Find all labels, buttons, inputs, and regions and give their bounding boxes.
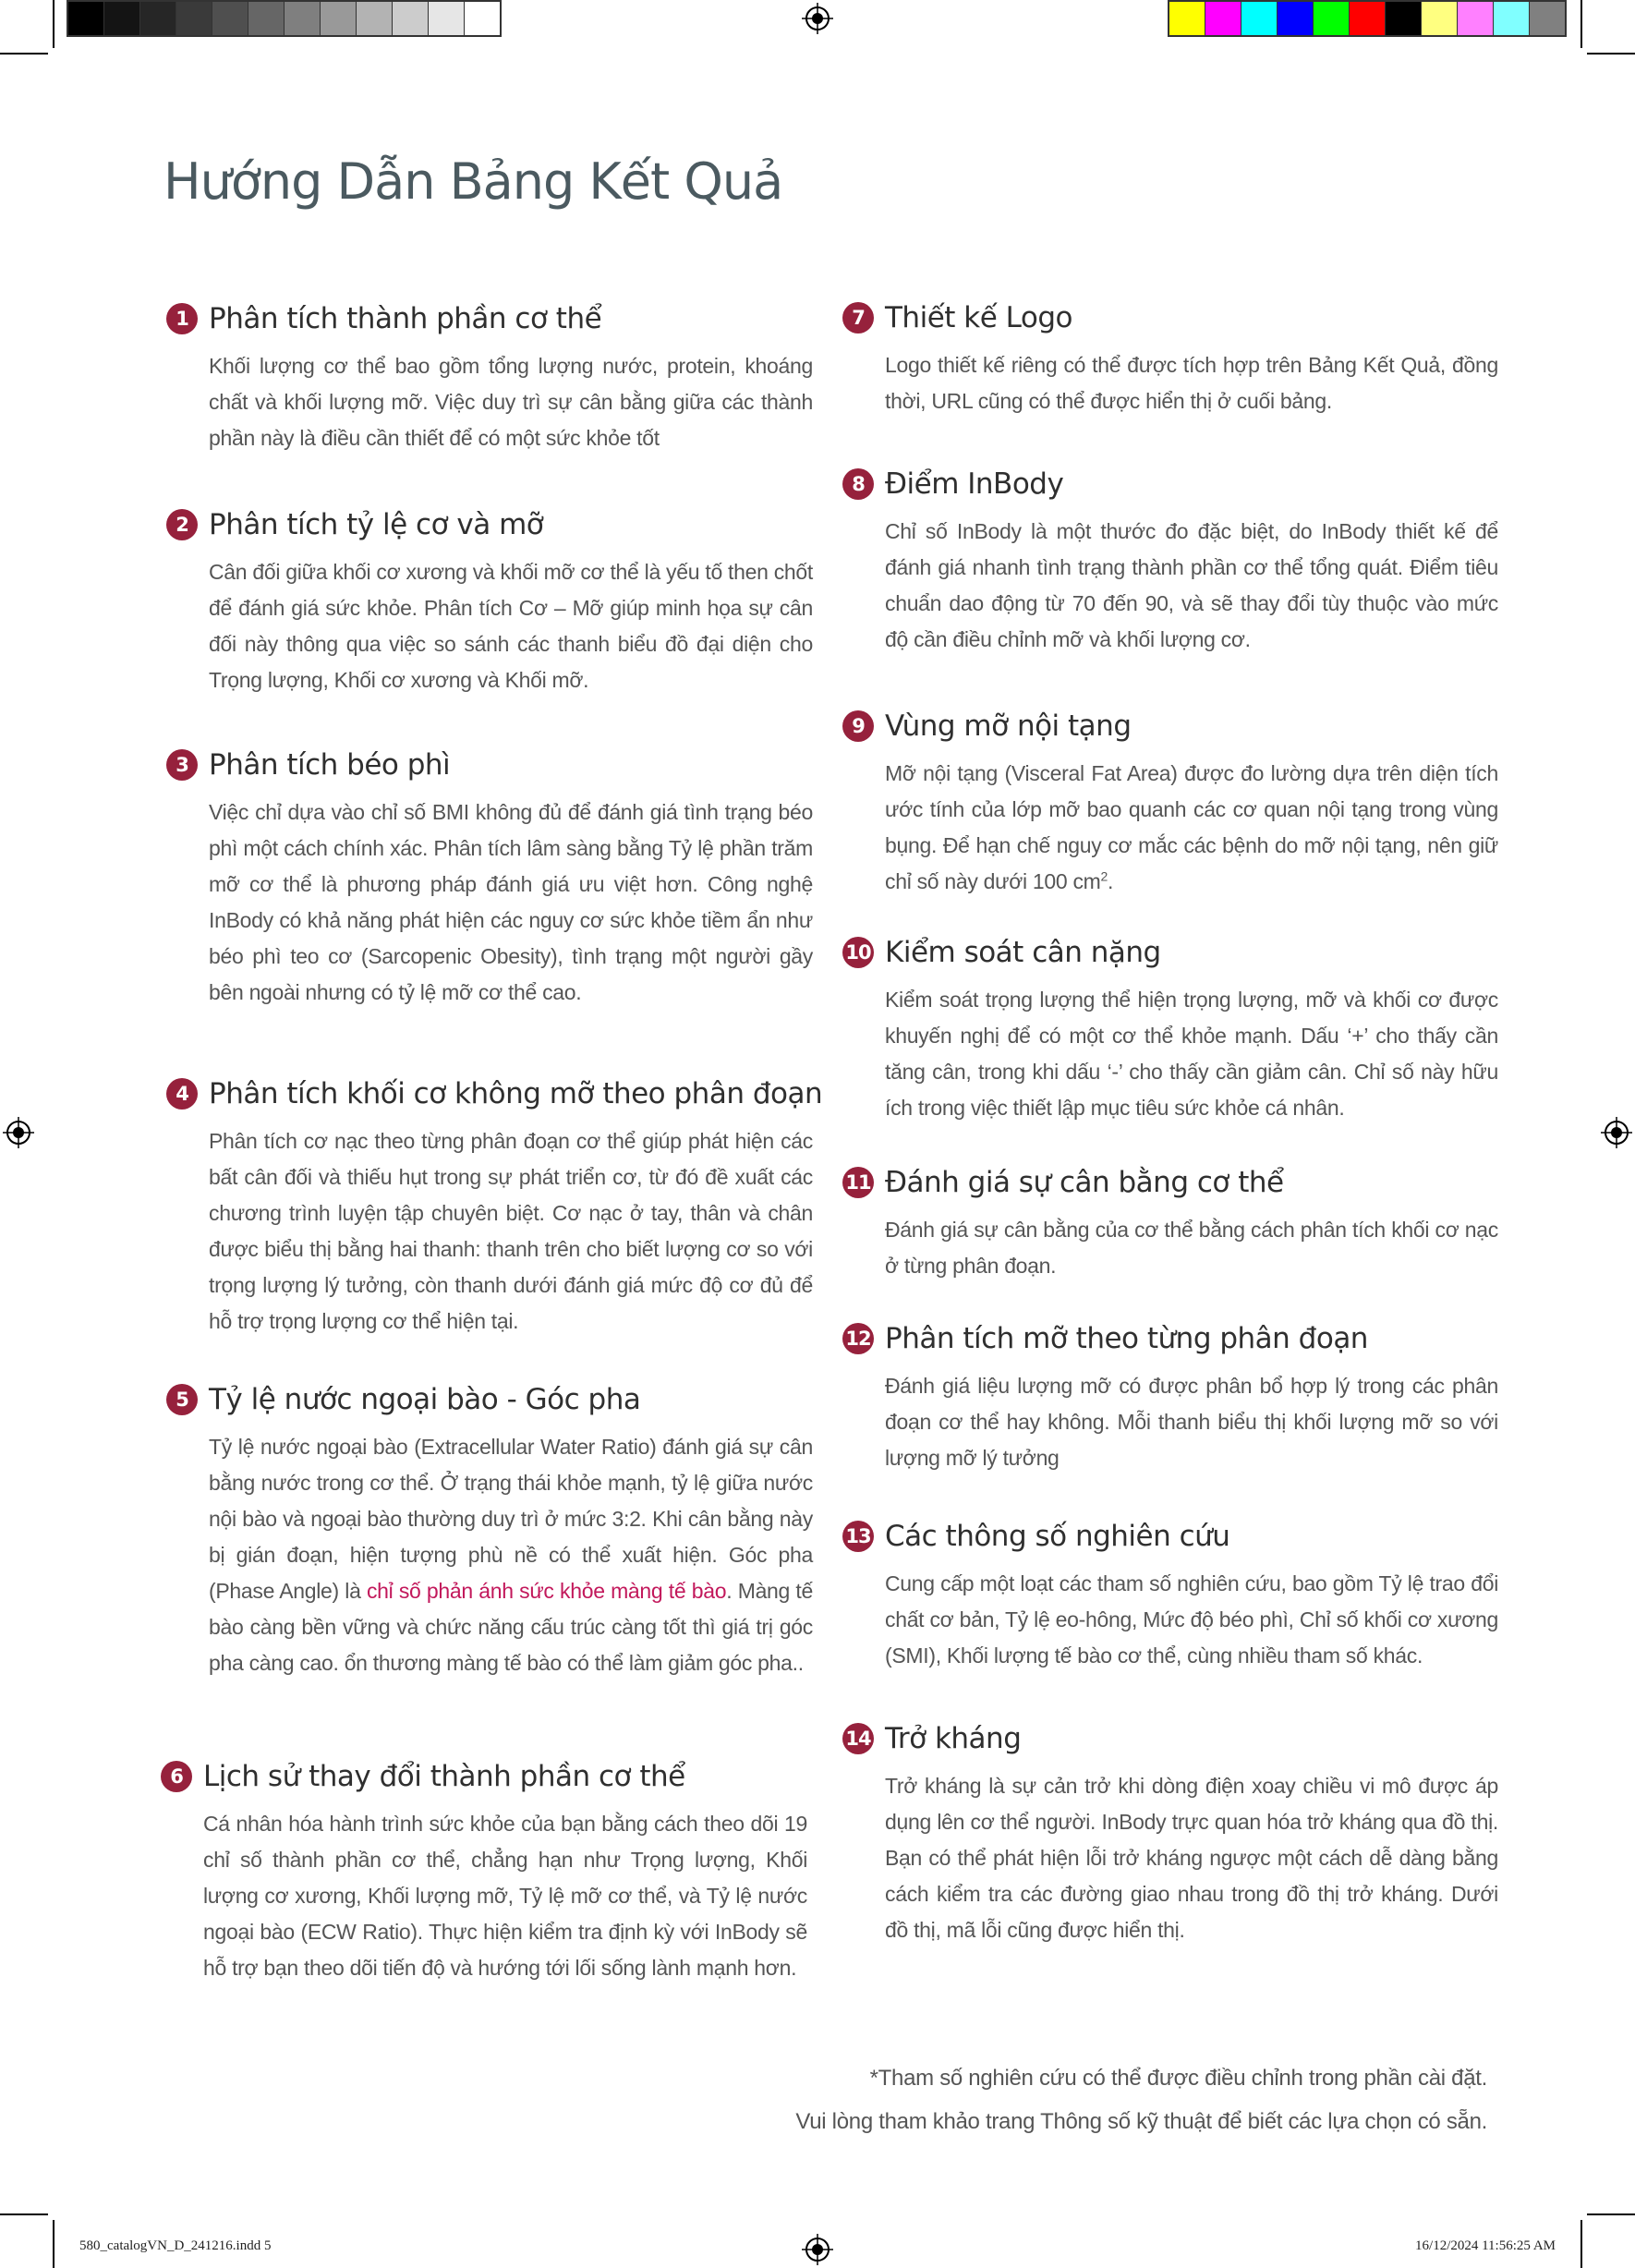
crop-mark: [53, 0, 54, 48]
section-number-badge: 12: [842, 1323, 874, 1354]
gray-swatch: [176, 2, 212, 35]
section-body: Kiểm soát trọng lượng thể hiện trọng lượng, mỡ và khối cơ được khuyến nghị để có một cơ thể khỏe mạnh. Dấu ‘+’ cho thấy cần tăng cân, trong khi dấu ‘-’ cho thấy cần giảm cân. Chỉ số này hữu ích trong việc thiết lập mục tiêu sức khỏe cá nhân.: [885, 988, 1498, 1120]
section-impedance: [842, 1722, 1498, 1948]
gray-swatch: [68, 2, 104, 35]
section-header: [842, 1166, 1498, 1199]
highlighted-text: chỉ số phản ánh sức khỏe màng tế bào: [366, 1579, 727, 1603]
section-title: Thiết kế Logo: [885, 301, 1072, 334]
section-body: Khối lượng cơ thể bao gồm tổng lượng nước, protein, khoáng chất và khối lượng mỡ. Việc duy trì sự cân bằng giữa các thành phần này là điều cần thiết để có một sức khỏe tốt: [209, 354, 813, 450]
section-number-badge: 8: [842, 468, 874, 500]
section-visceral-fat: [842, 710, 1498, 900]
section-header: [166, 1383, 813, 1416]
section-body: [209, 1429, 813, 1681]
section-number-badge: 11: [842, 1167, 874, 1198]
crop-mark: [1580, 2220, 1582, 2268]
color-swatch: [1205, 2, 1241, 35]
color-swatch: [1350, 2, 1386, 35]
gray-swatch: [429, 2, 465, 35]
gray-swatch: [212, 2, 248, 35]
crop-mark: [1587, 2213, 1635, 2215]
section-body: Đánh giá sự cân bằng của cơ thể bằng cách phân tích khối cơ nạc ở từng phân đoạn.: [885, 1218, 1498, 1278]
gray-swatch: [321, 2, 357, 35]
section-body: Việc chỉ dựa vào chỉ số BMI không đủ để đánh giá tình trạng béo phì một cách chính xác. Phân tích lâm sàng bằng Tỷ lệ phần trăm mỡ cơ thể là phương pháp đánh giá ưu việt hơn. Công nghệ InBody có khả năng phát hiện các nguy cơ sức khỏe tiềm ẩn như béo phì teo cơ (Sarcopenic Obesity), tình trạng một người gầy bên ngoài nhưng có tỷ lệ mỡ cơ thể cao.: [209, 800, 813, 1004]
body-text: . Màng tế bào càng bền vững và chức năng cấu trúc càng tốt thì giá trị góc pha càng cao. ổn thương màng tế bào có thể làm giảm góc pha..: [209, 1579, 814, 1675]
section-number-badge: 3: [166, 749, 198, 781]
section-body: Cung cấp một loạt các tham số nghiên cứu, bao gồm Tỷ lệ trao đổi chất cơ bản, Tỷ lệ eo-hông, Mức độ béo phì, Chỉ số khối cơ xương (SMI), Khối lượng tế bào cơ thể, cùng nhiều tham số khác.: [885, 1571, 1498, 1668]
body-text: .: [1108, 869, 1114, 893]
section-title: Phân tích thành phần cơ thể: [209, 302, 602, 335]
section-header: [842, 301, 1498, 334]
process-color-bar: [1168, 0, 1567, 37]
grayscale-color-bar: [67, 0, 502, 37]
section-header: [161, 1760, 807, 1793]
section-body: Cân đối giữa khối cơ xương và khối mỡ cơ thể là yếu tố then chốt để đánh giá sức khỏe. Phân tích Cơ – Mỡ giúp minh họa sự cân đối này thông qua việc so sánh các thanh biểu đồ đại diện cho Trọng lượng, Khối cơ xương và Khối mỡ.: [209, 560, 813, 692]
gray-swatch: [357, 2, 393, 35]
section-header: [842, 1520, 1498, 1553]
section-body: Đánh giá liệu lượng mỡ có được phân bổ hợp lý trong các phân đoạn cơ thể hay không. Mỗi thanh biểu thị khối lượng mỡ so với lượng mỡ lý tưởng: [885, 1374, 1498, 1470]
crop-mark: [53, 2220, 54, 2268]
section-logo-design: [842, 301, 1498, 419]
registration-mark-icon: [3, 1117, 34, 1148]
section-title: Các thông số nghiên cứu: [885, 1520, 1230, 1553]
section-number-badge: 9: [842, 710, 874, 742]
gray-swatch: [248, 2, 285, 35]
body-text: Mỡ nội tạng (Visceral Fat Area) được đo lường dựa trên diện tích ước tính của lớp mỡ bao quanh các cơ quan nội tạng trong vùng bụng. Để hạn chế nguy cơ mắc các bệnh do mỡ nội tạng, nên giữ chỉ số này dưới 100 cm: [885, 761, 1498, 893]
registration-mark-icon: [1601, 1117, 1632, 1148]
section-body-composition: [166, 302, 813, 456]
color-swatch: [1530, 2, 1565, 35]
section-muscle-fat: [166, 508, 813, 698]
section-weight-control: [842, 936, 1498, 1126]
section-segmental-lean: [166, 1077, 823, 1340]
section-title: Phân tích mỡ theo từng phân đoạn: [885, 1322, 1368, 1355]
registration-mark-icon: [802, 3, 833, 34]
section-body: [885, 756, 1498, 900]
superscript: 2: [1100, 868, 1108, 884]
section-segmental-fat: [842, 1322, 1498, 1476]
gray-swatch: [140, 2, 176, 35]
section-header: [166, 1077, 823, 1110]
color-swatch: [1422, 2, 1458, 35]
gray-swatch: [393, 2, 429, 35]
color-swatch: [1169, 2, 1205, 35]
section-header: [842, 936, 1498, 969]
section-number-badge: 14: [842, 1723, 874, 1754]
section-title: Tỷ lệ nước ngoại bào - Góc pha: [209, 1383, 641, 1416]
crop-mark: [0, 53, 48, 55]
section-number-badge: 10: [842, 937, 874, 968]
section-body: Logo thiết kế riêng có thể được tích hợp trên Bảng Kết Quả, đồng thời, URL cũng có thể được hiển thị ở cuối bảng.: [885, 353, 1498, 413]
section-number-badge: 1: [166, 303, 198, 334]
section-obesity: [166, 748, 813, 1011]
section-number-badge: 13: [842, 1521, 874, 1552]
color-swatch: [1494, 2, 1530, 35]
section-title: Phân tích tỷ lệ cơ và mỡ: [209, 508, 544, 541]
section-inbody-score: [842, 467, 1498, 658]
section-title: Phân tích khối cơ không mỡ theo phân đoạn: [209, 1077, 823, 1110]
footnote-settings: *Tham số nghiên cứu có thể được điều chỉnh trong phần cài đặt.: [869, 2066, 1487, 2091]
color-swatch: [1241, 2, 1278, 35]
section-number-badge: 4: [166, 1078, 198, 1110]
color-swatch: [1314, 2, 1350, 35]
body-text: Tỷ lệ nước ngoại bào (Extracellular Water Ratio) đánh giá sự cân bằng nước trong cơ thể. Ở trạng thái khỏe mạnh, tỷ lệ giữa nước nội bào và ngoại bào thường duy trì ở mức 3:2. Khi cân bằng này bị gián đoạn, hiện tượng phù nề có thể xuất hiện. Góc pha (Phase Angle) là: [209, 1435, 813, 1603]
section-number-badge: 2: [166, 509, 198, 540]
print-slug-timestamp: 16/12/2024 11:56:25 AM: [1415, 2238, 1556, 2253]
page-title: Hướng Dẫn Bảng Kết Quả: [164, 152, 783, 211]
crop-mark: [1580, 0, 1582, 48]
section-title: Kiểm soát cân nặng: [885, 936, 1161, 969]
section-header: [842, 710, 1498, 743]
section-title: Điểm InBody: [885, 467, 1064, 501]
section-header: [842, 1322, 1498, 1355]
section-research-parameters: [842, 1520, 1498, 1674]
section-header: [842, 467, 1498, 501]
section-body-balance: [842, 1166, 1498, 1284]
section-header: [842, 1722, 1498, 1755]
section-number-badge: 6: [161, 1761, 192, 1792]
section-title: Phân tích béo phì: [209, 748, 451, 782]
section-number-badge: 7: [842, 302, 874, 334]
section-body: Cá nhân hóa hành trình sức khỏe của bạn bằng cách theo dõi 19 chỉ số thành phần cơ thể, chẳng hạn như Trọng lượng, Khối lượng cơ xương, Khối lượng mỡ, Tỷ lệ mỡ cơ thể, và Tỷ lệ nước ngoại bào (ECW Ratio). Thực hiện kiểm tra định kỳ với InBody sẽ hỗ trợ bạn theo dõi tiến độ và hướng tới lối sống lành mạnh hơn.: [203, 1812, 807, 1980]
color-swatch: [1386, 2, 1422, 35]
section-body: Phân tích cơ nạc theo từng phân đoạn cơ thể giúp phát hiện các bất cân đối và thiếu hụt trong sự phát triển cơ, từ đó đề xuất các chương trình luyện tập chuyên biệt. Cơ nạc ở tay, thân và chân được biểu thị bằng hai thanh: thanh trên cho biết lượng cơ so với trọng lượng lý tưởng, còn thanh dưới đánh giá mức độ cơ đủ để hỗ trợ trọng lượng cơ thể hiện tại.: [209, 1129, 813, 1333]
section-title: Trở kháng: [885, 1722, 1022, 1755]
print-slug-filename: 580_catalogVN_D_241216.indd 5: [79, 2238, 272, 2253]
section-title: Lịch sử thay đổi thành phần cơ thể: [203, 1760, 685, 1793]
section-title: Vùng mỡ nội tạng: [885, 710, 1132, 743]
section-header: [166, 508, 813, 541]
gray-swatch: [104, 2, 140, 35]
gray-swatch: [465, 2, 500, 35]
footnote-specifications: Vui lòng tham khảo trang Thông số kỹ thuật để biết các lựa chọn có sẵn.: [795, 2109, 1487, 2134]
color-swatch: [1458, 2, 1494, 35]
crop-mark: [1587, 53, 1635, 55]
color-swatch: [1278, 2, 1314, 35]
section-header: [166, 748, 813, 782]
section-body: Chỉ số InBody là một thước đo đặc biệt, do InBody thiết kế để đánh giá nhanh tình trạng thành phần cơ thể tổng quát. Điểm tiêu chuẩn dao động từ 70 đến 90, và sẽ thay đổi tùy thuộc vào mức độ cần điều chỉnh mỡ và khối lượng cơ.: [885, 519, 1498, 651]
registration-mark-icon: [802, 2234, 833, 2265]
section-body: Trở kháng là sự cản trở khi dòng điện xoay chiều vi mô được áp dụng lên cơ thể người. InBody trực quan hóa trở kháng qua đồ thị. Bạn có thể phát hiện lỗi trở kháng ngược một cách dễ dàng bằng cách kiểm tra các đường giao nhau trong đồ thị trở kháng. Dưới đồ thị, mã lỗi cũng được hiển thị.: [885, 1774, 1498, 1942]
gray-swatch: [285, 2, 321, 35]
crop-mark: [0, 2213, 48, 2215]
section-number-badge: 5: [166, 1384, 198, 1415]
section-ecw-phase-angle: [166, 1383, 813, 1681]
section-header: [166, 302, 813, 335]
section-title: Đánh giá sự cân bằng cơ thể: [885, 1166, 1284, 1199]
section-history: [161, 1760, 807, 1986]
